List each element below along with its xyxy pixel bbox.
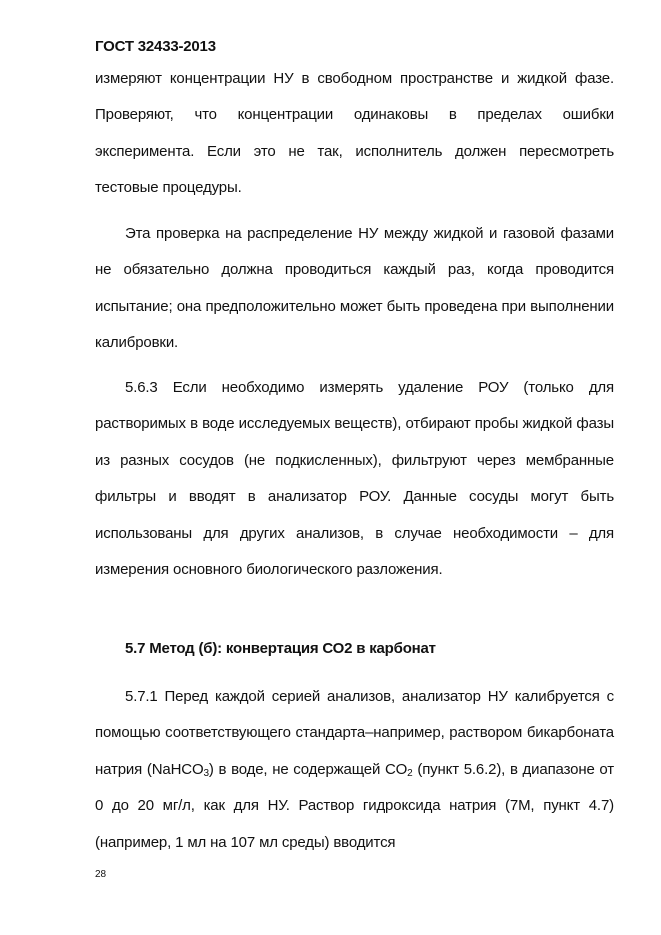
paragraph-distribution-check: Эта проверка на распределение НУ между жидкой и газовой фазами не обязательно должна проводиться каждый раз, когда проводится испытание; она предположительно может быть проведена при выполнении калибровки. xyxy=(95,225,614,352)
paragraph-5-7-1-part3: (пункт 5.6.2), в диапазоне от 0 до 20 мг/л, как для НУ. Раствор гидроксида натрия (7М, пункт 4.7) (например, 1 мл на 107 мл среды) вводится xyxy=(95,760,614,851)
paragraph-5-7-1-part1: 5.7.1 Перед каждой серией анализов, анализатор НУ калибруется с помощью соответствующего стандарта–например, раствором бикарбоната натрия (NaHCO xyxy=(95,688,614,778)
paragraph-5-7-1-part2: ) в воде, не содержащей CO xyxy=(208,760,408,778)
subscript-3: 3 xyxy=(203,767,209,779)
paragraph-continuation: измеряют концентрации НУ в свободном пространстве и жидкой фазе. Проверяют, что концентрации одинаковы в пределах ошибки эксперимента. Если это не так, исполнитель должен пересмотреть тестовые процедуры. xyxy=(95,70,614,197)
paragraph-5-6-3: 5.6.3 Если необходимо измерять удаление РОУ (только для растворимых в воде исследуемых веществ), отбирают пробы жидкой фазы из разных сосудов (не подкисленных), фильтруют через мембранные фильтры и вводят в анализатор РОУ. Данные сосуды могут быть использованы для других анализов, в случае необходимости – для измерения основного биологического разложения. xyxy=(95,379,614,579)
document-code-header: ГОСТ 32433-2013 xyxy=(95,38,216,55)
page-number: 28 xyxy=(95,869,107,880)
subscript-2: 2 xyxy=(407,767,413,779)
paragraph-5-7-1 xyxy=(95,679,614,861)
section-heading-5-7: 5.7 Метод (б): конвертация СО2 в карбонат xyxy=(125,640,436,657)
